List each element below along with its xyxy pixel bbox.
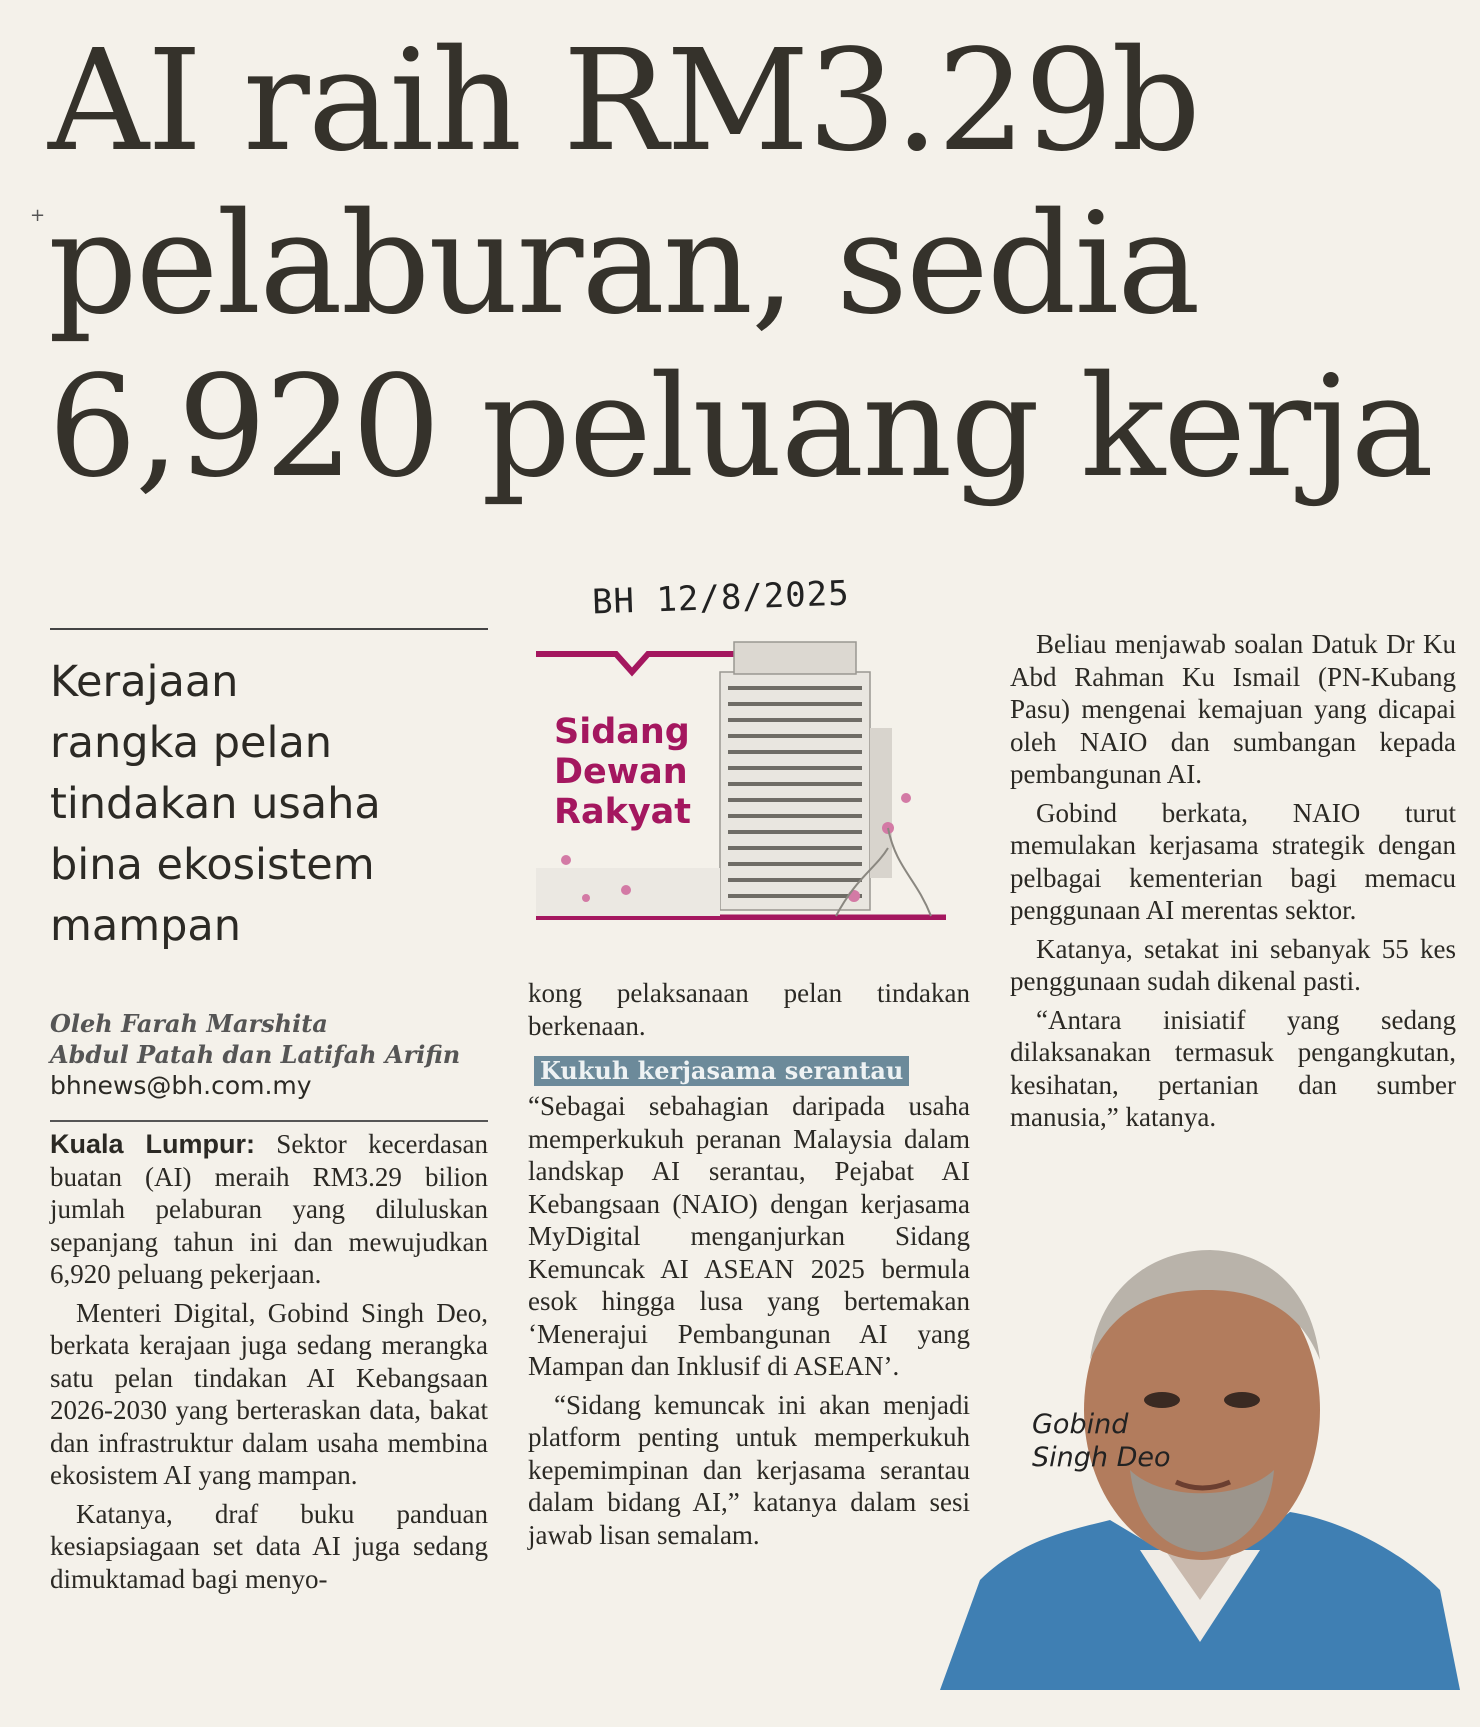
deck-line: bina ekosistem <box>50 840 375 890</box>
deck-subheadline <box>50 652 490 957</box>
photo-caption-line: Singh Deo <box>1032 1442 1171 1473</box>
paragraph: Katanya, draf buku panduan kesiapsiagaan set data AI juga sedang dimuktamad bagi menyo- <box>50 1498 488 1594</box>
deck-line: mampan <box>50 901 242 951</box>
article-column-1 <box>50 1128 488 1595</box>
column-rule <box>50 1120 488 1122</box>
headline-line-1: AI raih RM3.29b <box>48 20 1199 183</box>
portrait-photo <box>940 1250 1460 1690</box>
paragraph: Gobind berkata, NAIO turut memulakan kerjasama strategik dengan pelbagai kementerian bagi memacu penggunaan AI merentas sektor. <box>1010 797 1456 925</box>
byline <box>50 1008 490 1101</box>
handwritten-date-note: BH 12/8/2025 <box>591 573 851 623</box>
photo-caption-line: Gobind <box>1032 1409 1129 1440</box>
paragraph: Katanya, setakat ini sebanyak 55 kes penggunaan sudah dikenal pasti. <box>1010 933 1456 996</box>
paragraph: “Antara inisiatif yang sedang dilaksanakan termasuk pengangkutan, kesihatan, pertanian dan sumber manusia,” katanya. <box>1010 1004 1456 1132</box>
photo-caption <box>1032 1408 1171 1474</box>
byline-authors-1: Oleh Farah Marshita <box>50 1009 328 1038</box>
deck-line: rangka pelan <box>50 718 333 768</box>
paragraph: kong pelaksanaan pelan tindakan berkenaan. <box>528 978 970 1041</box>
dateline: Kuala Lumpur: <box>50 1129 256 1159</box>
article-column-3 <box>1010 628 1456 1134</box>
section-subhead: Kukuh kerjasama serantau <box>534 1056 909 1086</box>
headline-line-2: pelaburan, sedia <box>48 183 1199 346</box>
deck-line: Kerajaan <box>50 657 239 707</box>
paragraph-text: Sektor kecerdasan buatan (AI) meraih RM3.29 bilion jumlah pelaburan yang diluluskan sepanjang tahun ini dan mewujudkan 6,920 peluang pekerjaan. <box>50 1129 488 1289</box>
paragraph: Beliau menjawab soalan Datuk Dr Ku Abd Rahman Ku Ismail (PN-Kubang Pasu) mengenai kemajuan yang dicapai oleh NAIO dan sumbangan kepada pembangunan AI. <box>1010 629 1456 789</box>
logo-title-line: Rakyat <box>554 792 692 832</box>
byline-authors-2: Abdul Patah dan Latifah Arifin <box>50 1040 461 1069</box>
deck-top-rule <box>50 628 488 630</box>
paragraph: Menteri Digital, Gobind Singh Deo, berkata kerajaan juga sedang merangka satu pelan tindakan AI Kebangsaan 2026-2030 yang berteraskan data, bakat dan infrastruktur dalam usaha membina ekosistem AI yang mampan. <box>50 1297 488 1490</box>
sidang-dewan-rakyat-logo <box>536 628 948 920</box>
headline-line-3: 6,920 peluang kerja <box>48 346 1432 509</box>
paragraph <box>50 1128 488 1291</box>
byline-email: bhnews@bh.com.my <box>50 1071 312 1100</box>
paragraph: “Sidang kemuncak ini akan menjadi platform penting untuk memperkukuh kepemimpinan dan kerjasama serantau dalam bidang AI,” katanya dalam sesi jawab lisan semalam. <box>528 1389 970 1550</box>
paragraph: “Sebagai sebahagian daripada usaha memperkukuh peranan Malaysia dalam landskap AI serantau, Pejabat AI Kebangsaan (NAIO) dengan kerjasama MyDigital menganjurkan Sidang Kemuncak AI ASEAN 2025 bermula esok hingga lusa yang bertemakan ‘Menerajui Pembangunan AI yang Mampan dan Inklusif di ASEAN’. <box>528 1091 970 1381</box>
registration-mark: + <box>30 205 46 226</box>
logo-title <box>554 712 691 832</box>
article-column-2 <box>528 977 970 1551</box>
logo-title-line: Dewan <box>554 752 688 792</box>
headline <box>48 20 1448 509</box>
logo-title-line: Sidang <box>554 712 690 752</box>
deck-line: tindakan usaha <box>50 779 381 829</box>
